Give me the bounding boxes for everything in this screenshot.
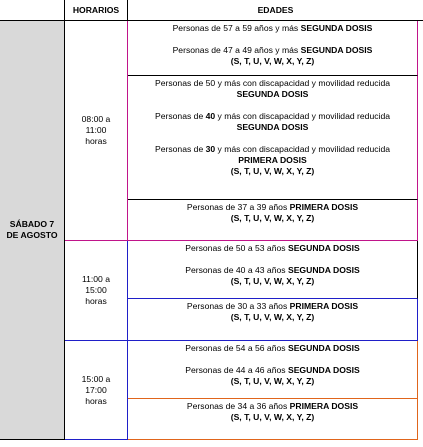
age-line-bold: 30 <box>205 144 216 154</box>
age-line-bold: (S, T, U, V, W, X, Y, Z) <box>230 412 315 422</box>
age-line-bold: (S, T, U, V, W, X, Y, Z) <box>230 56 315 66</box>
time-slot-1 <box>65 21 128 241</box>
age-line-bold: (S, T, U, V, W, X, Y, Z) <box>230 276 315 286</box>
age-line-text: Personas de 57 a 59 años y más <box>172 23 301 33</box>
age-line <box>128 45 417 56</box>
age-row-4 <box>128 241 418 299</box>
age-line-text: Personas de 30 a 33 años <box>186 301 290 311</box>
age-row-5 <box>128 299 418 341</box>
day-line-2: DE AGOSTO <box>6 230 58 240</box>
age-line-text: Personas de 54 a 56 años <box>185 343 288 353</box>
age-line-bold: SEGUNDA DOSIS <box>287 343 360 353</box>
age-line <box>128 23 417 34</box>
time-slot-1-line-2: 11:00 <box>85 125 107 135</box>
age-row-2 <box>128 76 418 200</box>
age-line-text: Personas de 44 a 46 años <box>185 365 288 375</box>
age-row-7 <box>128 399 418 440</box>
age-line-bold: 40 <box>205 111 216 121</box>
age-line-text: Personas de 50 a 53 años <box>185 243 288 253</box>
age-line <box>128 276 417 287</box>
time-slot-3-line-1: 15:00 a <box>81 373 111 384</box>
age-line-text: Personas de <box>154 144 206 154</box>
age-line-text: Personas de 40 a 43 años <box>185 265 288 275</box>
time-slot-3-line-2: 17:00 <box>85 384 107 395</box>
age-line-bold: SEGUNDA DOSIS <box>236 89 309 99</box>
time-slot-1-line-3: horas <box>85 136 107 146</box>
time-slot-1-line-1: 08:00 a <box>81 114 111 124</box>
line-gap <box>128 100 417 111</box>
age-line-bold: SEGUNDA DOSIS <box>287 265 360 275</box>
age-line <box>128 202 417 213</box>
age-line <box>128 412 417 423</box>
age-line-text: y más con discapacidad y movilidad reducida <box>215 144 391 154</box>
day-cell <box>0 21 65 440</box>
age-line <box>128 213 417 224</box>
header-edades: EDADES <box>128 0 423 21</box>
age-row-1 <box>128 21 418 76</box>
age-line <box>128 343 417 354</box>
age-line-bold: (S, T, U, V, W, X, Y, Z) <box>230 213 315 223</box>
age-line-text: Personas de 50 y más con discapacidad y movilidad reducida <box>154 78 391 88</box>
age-line-bold: SEGUNDA DOSIS <box>300 45 373 55</box>
age-line-bold: PRIMERA DOSIS <box>289 301 359 311</box>
age-line <box>128 243 417 254</box>
line-gap <box>128 133 417 144</box>
age-line-bold: (S, T, U, V, W, X, Y, Z) <box>230 312 315 322</box>
time-slot-3 <box>65 341 128 440</box>
time-slot-2-line-3: horas <box>85 296 107 306</box>
age-line <box>128 122 417 133</box>
age-line-bold: SEGUNDA DOSIS <box>287 365 360 375</box>
header-blank <box>0 0 65 21</box>
age-line <box>128 144 417 155</box>
age-line-bold: SEGUNDA DOSIS <box>300 23 373 33</box>
age-line <box>128 401 417 412</box>
age-line-bold: (S, T, U, V, W, X, Y, Z) <box>230 376 315 386</box>
age-row-6 <box>128 341 418 399</box>
age-line-bold: SEGUNDA DOSIS <box>287 243 360 253</box>
age-line-bold: PRIMERA DOSIS <box>238 155 307 165</box>
time-slot-2-line-2: 15:00 <box>85 285 107 295</box>
age-line <box>128 89 417 100</box>
time-slot-3-line-3: horas <box>85 395 107 406</box>
age-line-text: Personas de 34 a 36 años <box>186 401 290 411</box>
age-line <box>128 312 417 323</box>
age-line-bold: SEGUNDA DOSIS <box>236 122 309 132</box>
line-gap <box>128 254 417 265</box>
header-horarios: HORARIOS <box>65 0 128 21</box>
age-line-bold: PRIMERA DOSIS <box>289 202 359 212</box>
age-line <box>128 155 417 166</box>
age-line <box>128 111 417 122</box>
age-line <box>128 265 417 276</box>
age-line-bold: (S, T, U, V, W, X, Y, Z) <box>230 166 315 176</box>
age-line <box>128 301 417 312</box>
age-row-3 <box>128 200 418 241</box>
age-line <box>128 376 417 387</box>
age-line-text: Personas de 37 a 39 años <box>186 202 290 212</box>
age-line-text: Personas de 47 a 49 años y más <box>172 45 301 55</box>
age-line-text: Personas de <box>154 111 206 121</box>
age-line <box>128 166 417 177</box>
day-line-1: SÁBADO 7 <box>9 219 55 229</box>
time-slot-2 <box>65 241 128 341</box>
age-line-bold: PRIMERA DOSIS <box>289 401 359 411</box>
time-slot-2-line-1: 11:00 a <box>81 274 111 284</box>
age-line <box>128 365 417 376</box>
age-line <box>128 56 417 67</box>
age-line-text: y más con discapacidad y movilidad reducida <box>215 111 391 121</box>
line-gap <box>128 34 417 45</box>
line-gap <box>128 354 417 365</box>
age-line <box>128 78 417 89</box>
